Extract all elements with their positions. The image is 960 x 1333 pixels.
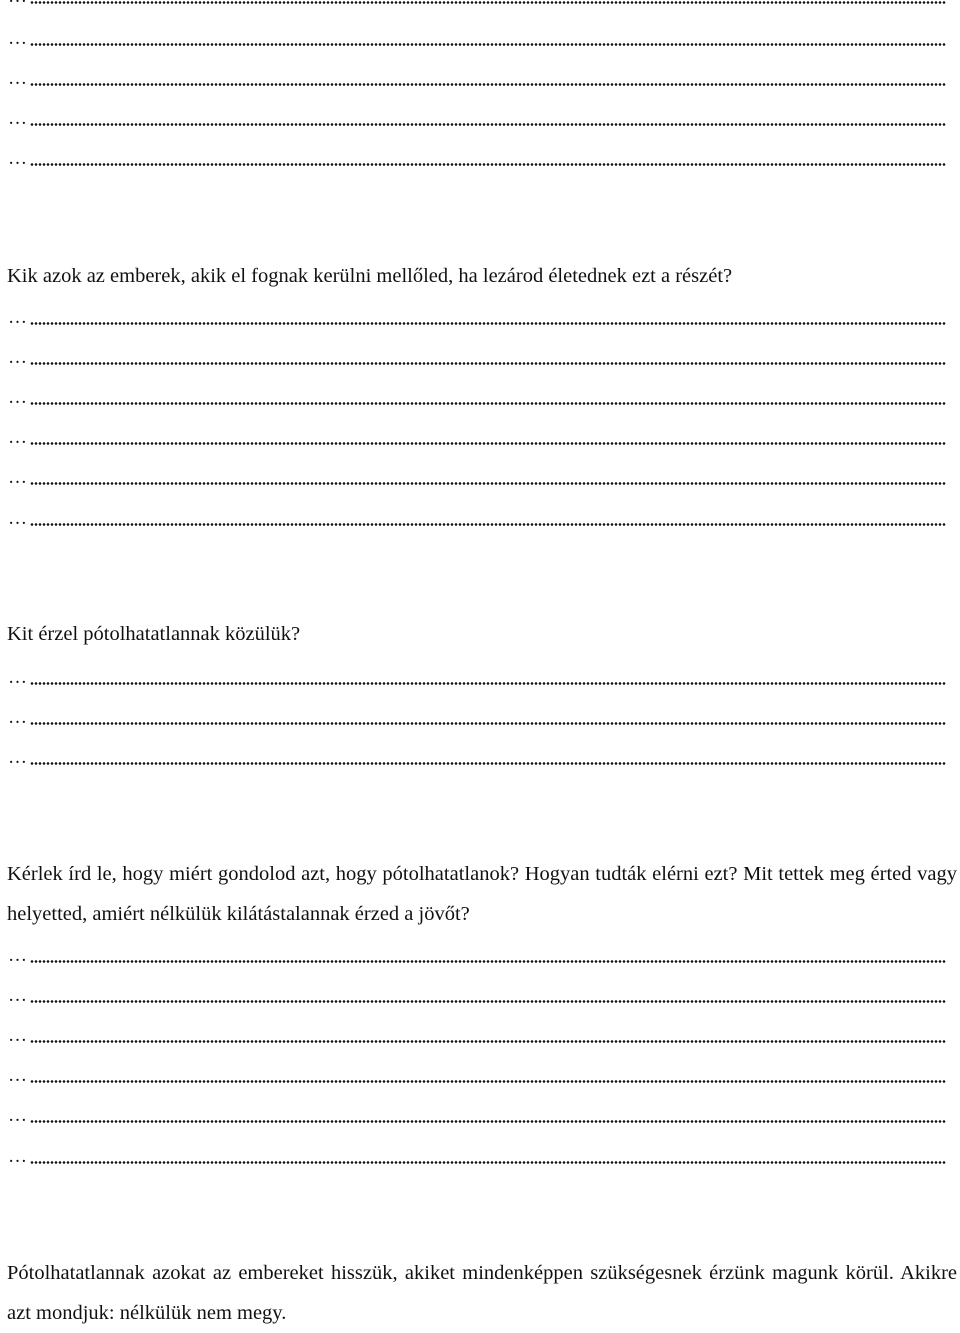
answer-line-ellipsis: …: [8, 1146, 27, 1167]
answer-line-ellipsis: …: [8, 307, 27, 328]
answer-line[interactable]: [8, 945, 948, 967]
answer-line-ellipsis: …: [8, 985, 27, 1006]
answer-line[interactable]: [8, 148, 948, 170]
answer-line[interactable]: [8, 1025, 948, 1047]
answer-line-ellipsis: …: [8, 1025, 27, 1046]
answer-line-ellipsis: …: [8, 28, 27, 49]
answer-line[interactable]: [8, 387, 948, 409]
question-1: Kik azok az emberek, akik el fognak kerülni mellőled, ha lezárod életednek ezt a részét?: [7, 265, 733, 287]
answer-line[interactable]: [8, 707, 948, 729]
answer-line-ellipsis: …: [8, 508, 27, 529]
answer-line-ellipsis: …: [8, 347, 27, 368]
answer-line[interactable]: [8, 1105, 948, 1127]
answer-line[interactable]: [8, 1065, 948, 1087]
answer-line[interactable]: [8, 508, 948, 530]
answer-line-ellipsis: …: [8, 148, 27, 169]
answer-line-ellipsis: …: [8, 747, 27, 768]
answer-line[interactable]: [8, 427, 948, 449]
answer-line[interactable]: [8, 0, 948, 8]
answer-line[interactable]: [8, 68, 948, 90]
answer-line-ellipsis: …: [8, 68, 27, 89]
closing-paragraph: Pótolhatatlannak azokat az embereket hisszük, akiket mindenképpen szükségesnek érzünk magunk körül. Akikre azt mondjuk: nélkülük nem megy.: [7, 1262, 957, 1324]
answer-line-ellipsis: …: [8, 1105, 27, 1126]
answer-line[interactable]: [8, 108, 948, 130]
answer-line[interactable]: [8, 747, 948, 769]
answer-line-ellipsis: [8, 0, 30, 8]
answer-line[interactable]: [8, 28, 948, 50]
answer-line-ellipsis: …: [8, 427, 27, 448]
answer-line-ellipsis: …: [8, 108, 27, 129]
answer-line[interactable]: [8, 347, 948, 369]
answer-line-ellipsis: …: [8, 467, 27, 488]
question-3: Kérlek írd le, hogy miért gondolod azt, hogy pótolhatatlanok? Hogyan tudták elérni ezt? Mit tettek meg érted vagy helyetted, amiért nélkülük kilátástalannak érzed a jövőt?: [7, 863, 957, 925]
answer-line-ellipsis: …: [8, 707, 27, 728]
answer-line-ellipsis: …: [8, 667, 27, 688]
answer-line[interactable]: [8, 985, 948, 1007]
answer-line[interactable]: [8, 307, 948, 329]
answer-line-ellipsis: …: [8, 387, 27, 408]
answer-line-ellipsis: …: [8, 1065, 27, 1086]
answer-line[interactable]: [8, 667, 948, 689]
question-2: Kit érzel pótolhatatlannak közülük?: [7, 623, 301, 645]
answer-line[interactable]: [8, 1146, 948, 1168]
answer-line-ellipsis: …: [8, 945, 27, 966]
answer-line[interactable]: [8, 467, 948, 489]
